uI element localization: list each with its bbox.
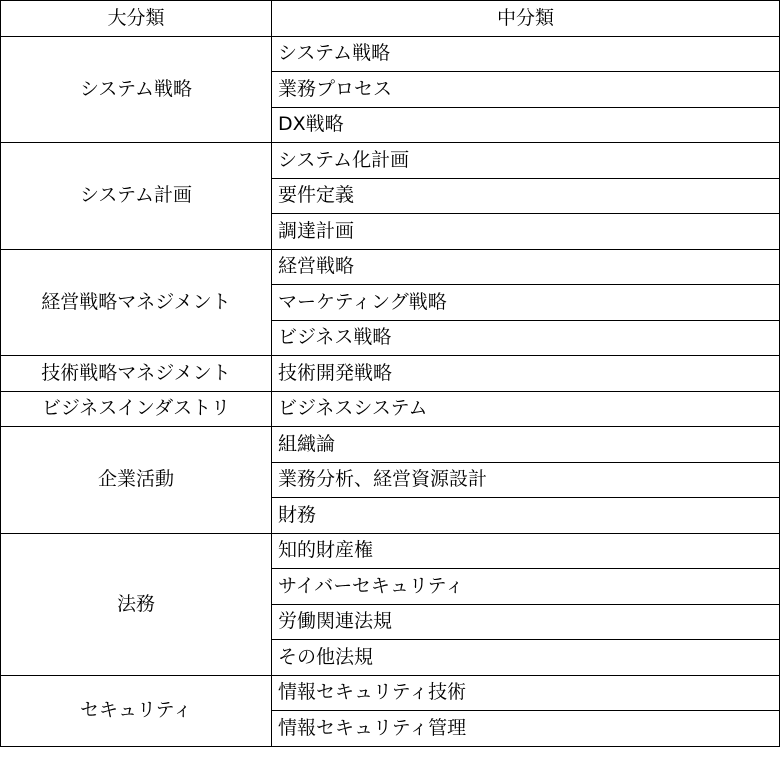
table-row [1, 391, 780, 427]
table-row [1, 427, 780, 463]
minor-category: DX戦略 [272, 107, 780, 143]
minor-category: マーケティング戦略 [272, 285, 780, 321]
table-row [1, 249, 780, 285]
major-category: システム戦略 [1, 36, 272, 143]
table-row [1, 143, 780, 179]
minor-category: システム戦略 [272, 36, 780, 72]
minor-category: ビジネスシステム [272, 391, 780, 427]
minor-category: システム化計画 [272, 143, 780, 179]
minor-category: 技術開発戦略 [272, 356, 780, 392]
minor-category: 労働関連法規 [272, 604, 780, 640]
minor-category: 組織論 [272, 427, 780, 463]
header-major: 大分類 [1, 1, 272, 37]
major-category: セキュリティ [1, 675, 272, 746]
major-category: 法務 [1, 533, 272, 675]
header-row [1, 1, 780, 37]
major-category: システム計画 [1, 143, 272, 250]
minor-category: 要件定義 [272, 178, 780, 214]
minor-category: 業務プロセス [272, 72, 780, 108]
minor-category: 知的財産権 [272, 533, 780, 569]
major-category: 技術戦略マネジメント [1, 356, 272, 392]
table-row [1, 675, 780, 711]
table-row [1, 533, 780, 569]
minor-category: 調達計画 [272, 214, 780, 250]
major-category: ビジネスインダストリ [1, 391, 272, 427]
table-row [1, 36, 780, 72]
minor-category: 経営戦略 [272, 249, 780, 285]
minor-category: 情報セキュリティ管理 [272, 711, 780, 747]
header-minor: 中分類 [272, 1, 780, 37]
minor-category: その他法規 [272, 640, 780, 676]
table-row [1, 356, 780, 392]
minor-category: ビジネス戦略 [272, 320, 780, 356]
minor-category: 情報セキュリティ技術 [272, 675, 780, 711]
minor-category: 業務分析、経営資源設計 [272, 462, 780, 498]
minor-category: サイバーセキュリティ [272, 569, 780, 605]
major-category: 企業活動 [1, 427, 272, 534]
minor-category: 財務 [272, 498, 780, 534]
major-category: 経営戦略マネジメント [1, 249, 272, 356]
